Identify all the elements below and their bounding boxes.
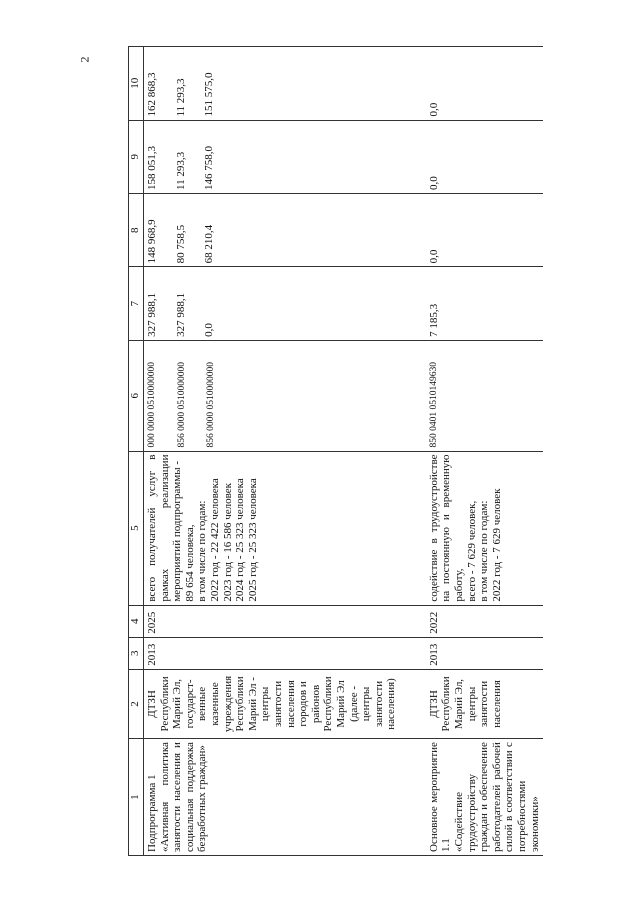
row-year-2023	[426, 193, 543, 266]
row-total	[144, 267, 400, 340]
budget-code: 856 0000 0510000000	[206, 362, 217, 448]
row-result: содействие в трудоустройстве на постоянную и временную работу, всего - 7 629 человек, в том числе по годам: 2022 год - 7 629 человек	[426, 451, 543, 605]
col-header-3: 3	[129, 637, 144, 669]
amount: 0,0	[427, 102, 440, 117]
row-executor: ДТЗН Республики Марий Эл, центры занятости населения	[426, 669, 543, 738]
col-header-7: 7	[129, 267, 144, 340]
page-number: 2	[77, 56, 92, 63]
row-start-year: 2013	[426, 637, 543, 669]
col-header-1: 1	[129, 739, 144, 856]
row-year-2025	[144, 47, 400, 121]
row-name: Основное мероприятие 1.1 «Содействие трудоустройству граждан и обеспечение работодателей рабочей силой в соответствии с потребностями экономики»	[426, 739, 543, 856]
amount: 0,0	[427, 176, 440, 190]
amount: 0,0	[203, 323, 216, 337]
col-header-10: 10	[129, 47, 144, 121]
col-header-2: 2	[129, 669, 144, 738]
amount: 0,0	[427, 249, 440, 264]
row-year-2024	[426, 120, 543, 193]
amount: 146 758,0	[203, 145, 216, 190]
col-header-5: 5	[129, 451, 144, 605]
budget-code: 856 0000 0510000000	[176, 362, 187, 448]
col-header-8: 8	[129, 193, 144, 266]
row-year-2023	[144, 193, 400, 266]
row-name: Подпрограмма 1 «Активная политика занятости населения и социальная поддержка безработных граждан»	[144, 739, 400, 856]
row-executor: ДТЗН Республики Марий Эл, государст- венные казенные учреждения Республики Марий Эл - центры занятости населения городов и районов Республики Марий Эл (далее - центры занятости населения)	[144, 669, 400, 738]
row-end-year: 2022	[426, 605, 543, 637]
amount: 7 185,3	[427, 303, 440, 337]
table-row	[426, 47, 543, 856]
col-header-9: 9	[129, 120, 144, 193]
amount: 148 968,9	[146, 219, 158, 264]
col-header-4: 4	[129, 605, 144, 637]
row-year-2024	[144, 120, 400, 193]
row-start-year: 2013	[144, 637, 400, 669]
program-table	[128, 46, 543, 856]
row-total	[426, 267, 543, 340]
row-budget-codes	[144, 340, 400, 451]
amount: 80 758,5	[174, 224, 187, 264]
col-header-6: 6	[129, 340, 144, 451]
budget-code: 850 0401 0510149630	[428, 362, 439, 448]
header-row	[129, 47, 144, 856]
table-row	[144, 47, 400, 856]
amount: 11 293,3	[174, 78, 187, 117]
row-year-2025	[426, 47, 543, 121]
amount: 68 210,4	[203, 224, 216, 264]
amount: 158 051,3	[146, 145, 158, 190]
amount: 11 293,3	[174, 151, 187, 190]
amount: 327 988,1	[174, 292, 187, 337]
amount: 327 988,1	[146, 292, 158, 337]
table-row-spacer	[400, 47, 426, 856]
row-budget-codes	[426, 340, 543, 451]
amount: 162 868,3	[146, 72, 158, 117]
row-end-year: 2025	[144, 605, 400, 637]
rotated-page	[128, 46, 541, 856]
row-result: всего получателей услуг в рамках реализации мероприятий подпрограммы - 89 654 человека, в том числе по годам: 2022 год - 22 422 человека 2023 год - 16 586 человек 2024 год - 25 323 человека 2025 год - 25 323 человека	[144, 451, 400, 605]
budget-code: 000 0000 0510000000	[147, 362, 157, 448]
amount: 151 575,0	[203, 72, 216, 117]
